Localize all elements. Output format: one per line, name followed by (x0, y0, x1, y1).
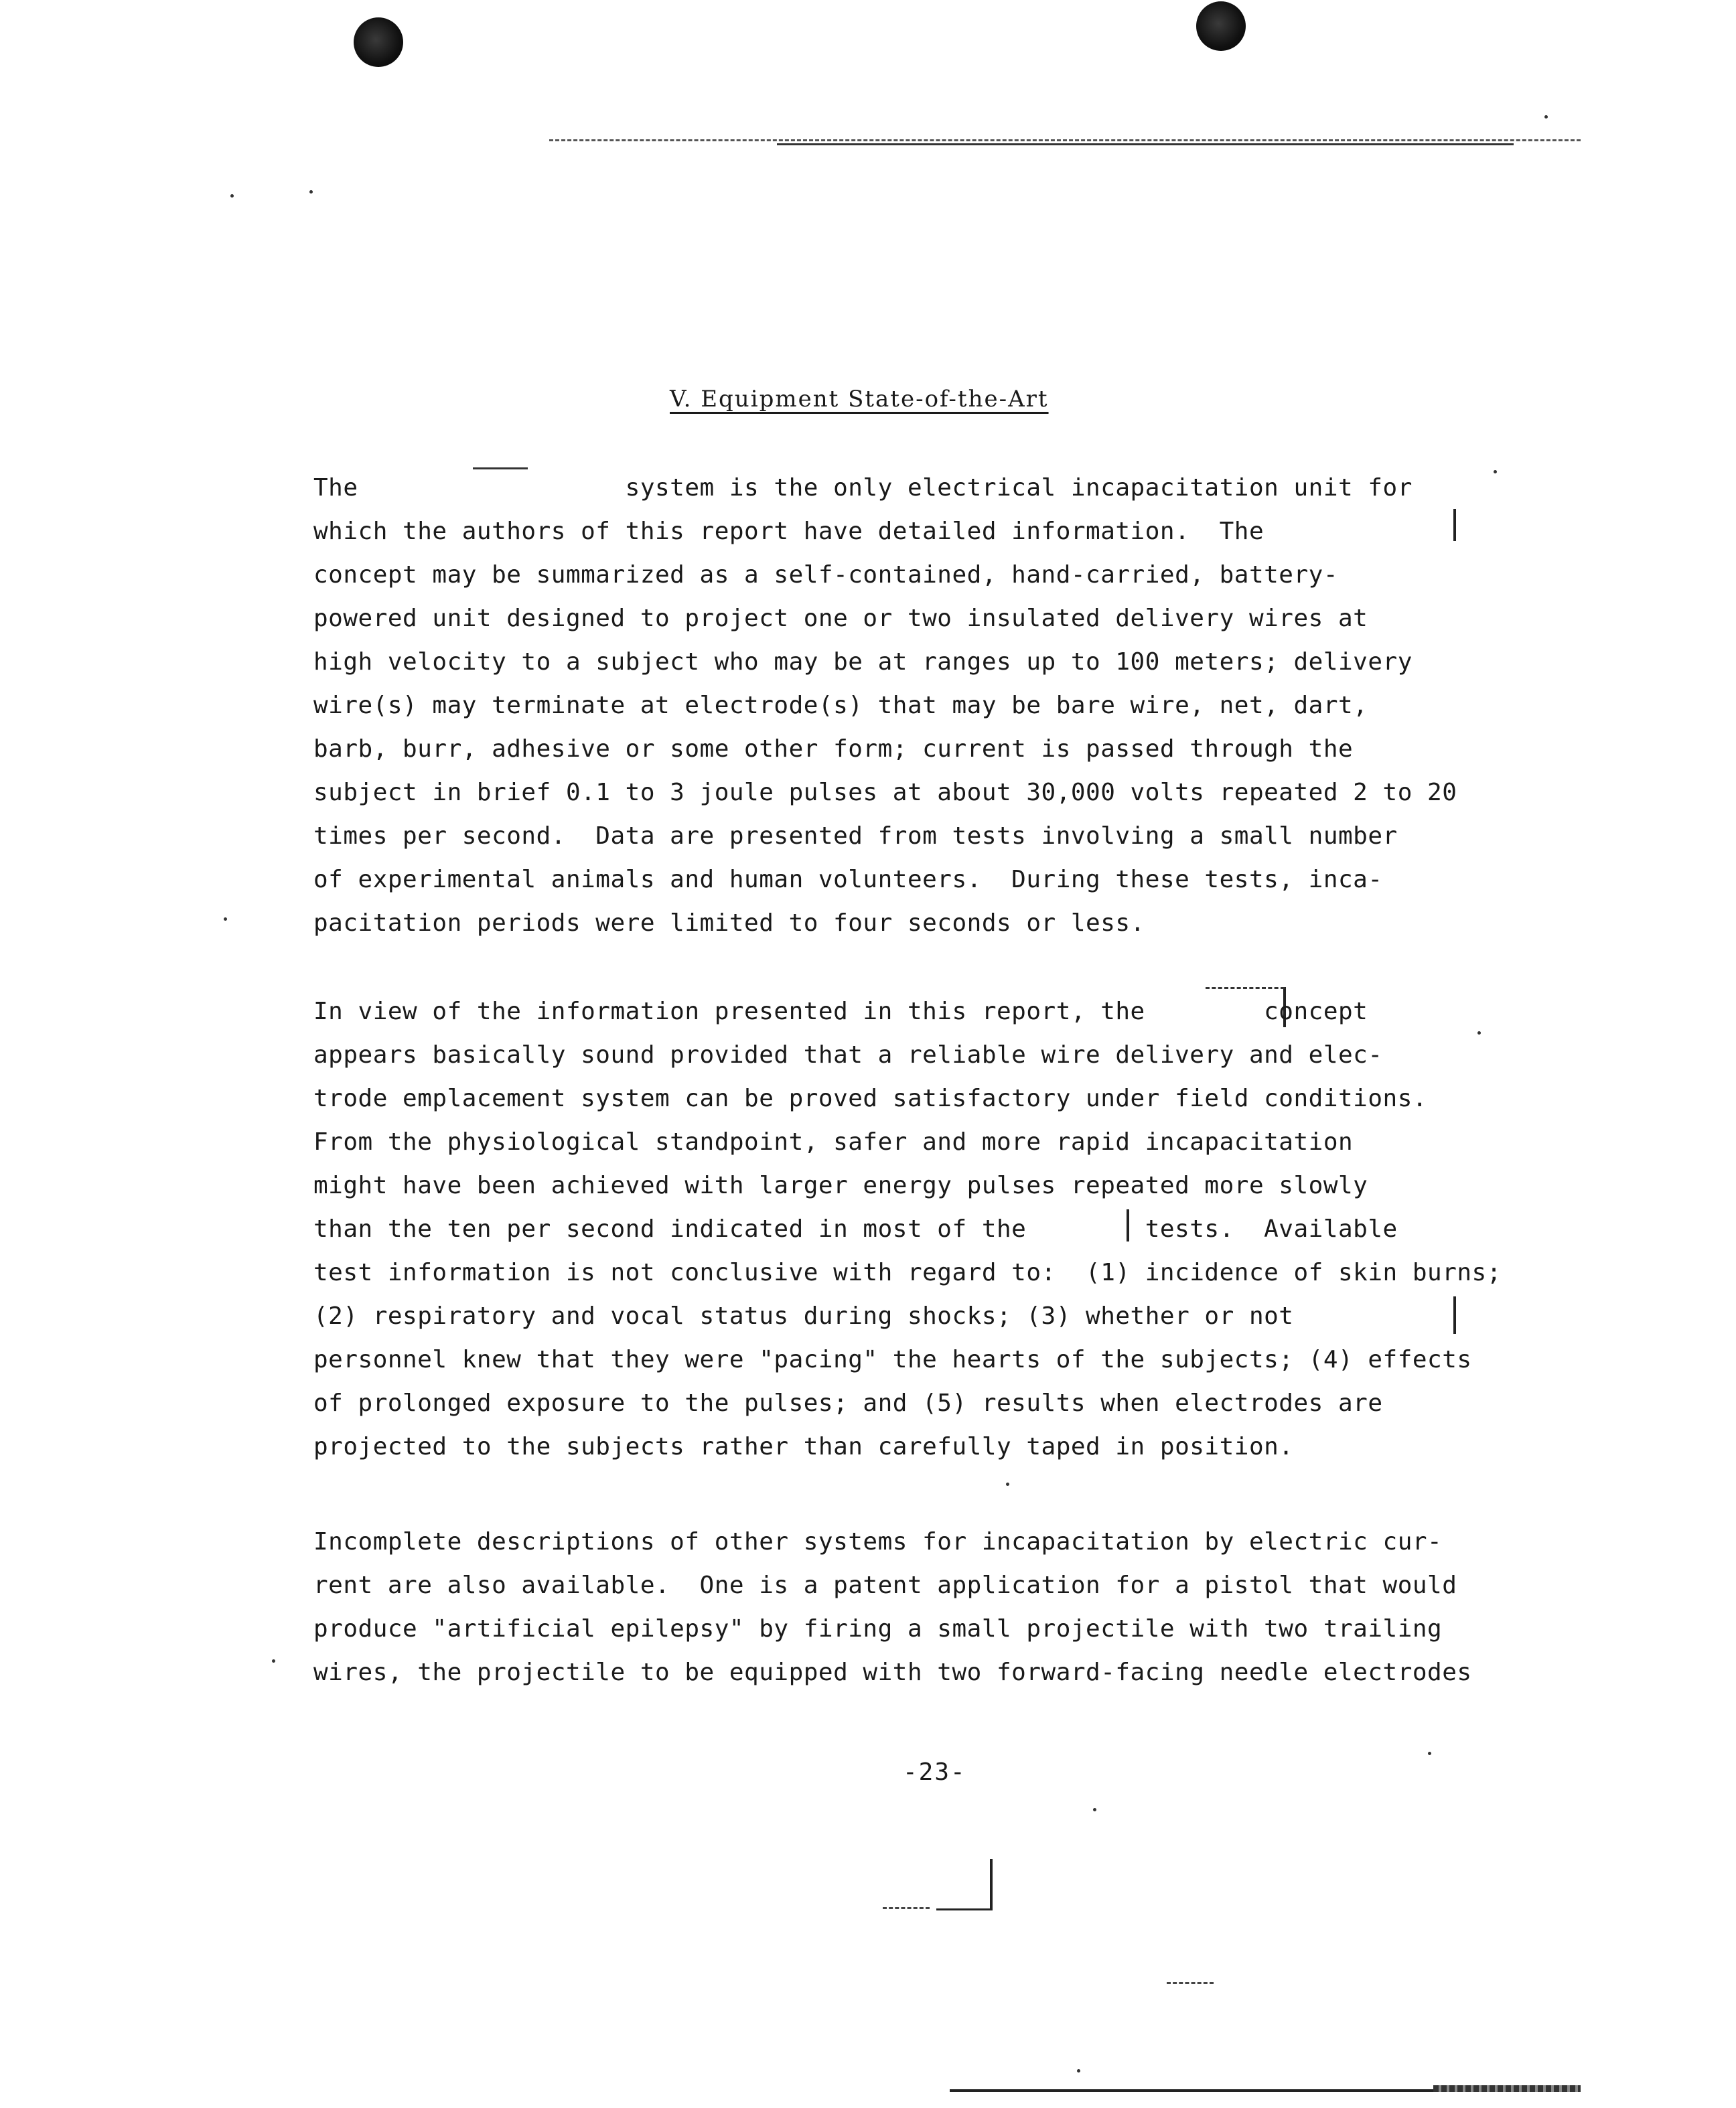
text-line: The system is the only electrical incapacitation unit for (313, 474, 1413, 502)
text-line: projected to the subjects rather than carefully taped in position. (313, 1433, 1294, 1460)
text-line: trode emplacement system can be proved satisfactory under field conditions. (313, 1085, 1428, 1112)
scan-speck (1077, 2069, 1080, 2073)
text-line: times per second. Data are presented from tests involving a small number (313, 822, 1398, 850)
small-dash-mark (1167, 1982, 1214, 1984)
scan-speck (272, 1659, 275, 1663)
text-line: appears basically sound provided that a reliable wire delivery and elec- (313, 1041, 1383, 1069)
text-line: produce "artificial epilepsy" by firing a small projectile with two trailing (313, 1615, 1443, 1643)
paragraph-system-description (313, 466, 1532, 945)
text-line: Incomplete descriptions of other systems for incapacitation by electric cur- (313, 1528, 1443, 1556)
paragraph-other-systems (313, 1520, 1532, 1694)
bottom-bracket-mark (936, 1859, 993, 1910)
paragraph-assessment (313, 990, 1532, 1469)
punch-hole-left (354, 17, 403, 67)
scan-speck (1544, 115, 1548, 119)
text-line: test information is not conclusive with regard to: (1) incidence of skin burns; (313, 1259, 1502, 1286)
text-line: high velocity to a subject who may be at ranges up to 100 meters; delivery (313, 648, 1413, 676)
section-heading: V. Equipment State-of-the-Art (670, 386, 1049, 412)
text-line: wires, the projectile to be equipped with two forward-facing needle electrodes (313, 1659, 1472, 1686)
scan-speck (1006, 1483, 1009, 1486)
page-number: -23- (903, 1758, 966, 1786)
text-line: concept may be summarized as a self-contained, hand-carried, battery- (313, 561, 1338, 589)
text-line: personnel knew that they were "pacing" the hearts of the subjects; (4) effects (313, 1346, 1472, 1373)
scan-speck (230, 194, 234, 198)
text-line: (2) respiratory and vocal status during shocks; (3) whether or not (313, 1302, 1294, 1330)
text-line: pacitation periods were limited to four seconds or less. (313, 909, 1145, 937)
text-line: rent are also available. One is a patent application for a pistol that would (313, 1572, 1457, 1599)
redaction-mark (1206, 987, 1285, 989)
text-line: powered unit designed to project one or two insulated delivery wires at (313, 605, 1368, 632)
text-line: subject in brief 0.1 to 3 joule pulses at about 30,000 volts repeated 2 to 20 (313, 779, 1457, 806)
text-line: In view of the information presented in this report, the concept (313, 998, 1368, 1025)
scan-speck (1093, 1808, 1096, 1811)
text-line: than the ten per second indicated in most of the tests. Available (313, 1215, 1398, 1243)
text-line: barb, burr, adhesive or some other form; current is passed through the (313, 735, 1354, 763)
scan-speck (1428, 1752, 1431, 1755)
bottom-dash-mark (883, 1907, 930, 1909)
punch-hole-right (1196, 1, 1246, 51)
bottom-rule-heavy (1433, 2085, 1581, 2092)
top-solid-rule (777, 143, 1514, 145)
scan-speck (224, 917, 227, 921)
text-line: might have been achieved with larger energy pulses repeated more slowly (313, 1172, 1368, 1199)
top-dashed-rule (549, 139, 1581, 141)
text-line: From the physiological standpoint, safer and more rapid incapacitation (313, 1128, 1354, 1156)
text-line: wire(s) may terminate at electrode(s) that may be bare wire, net, dart, (313, 692, 1368, 719)
text-line: of prolonged exposure to the pulses; and (5) results when electrodes are (313, 1389, 1383, 1417)
text-line: of experimental animals and human volunteers. During these tests, inca- (313, 866, 1383, 893)
scan-speck (309, 190, 313, 194)
text-line: which the authors of this report have detailed information. The (313, 518, 1264, 545)
